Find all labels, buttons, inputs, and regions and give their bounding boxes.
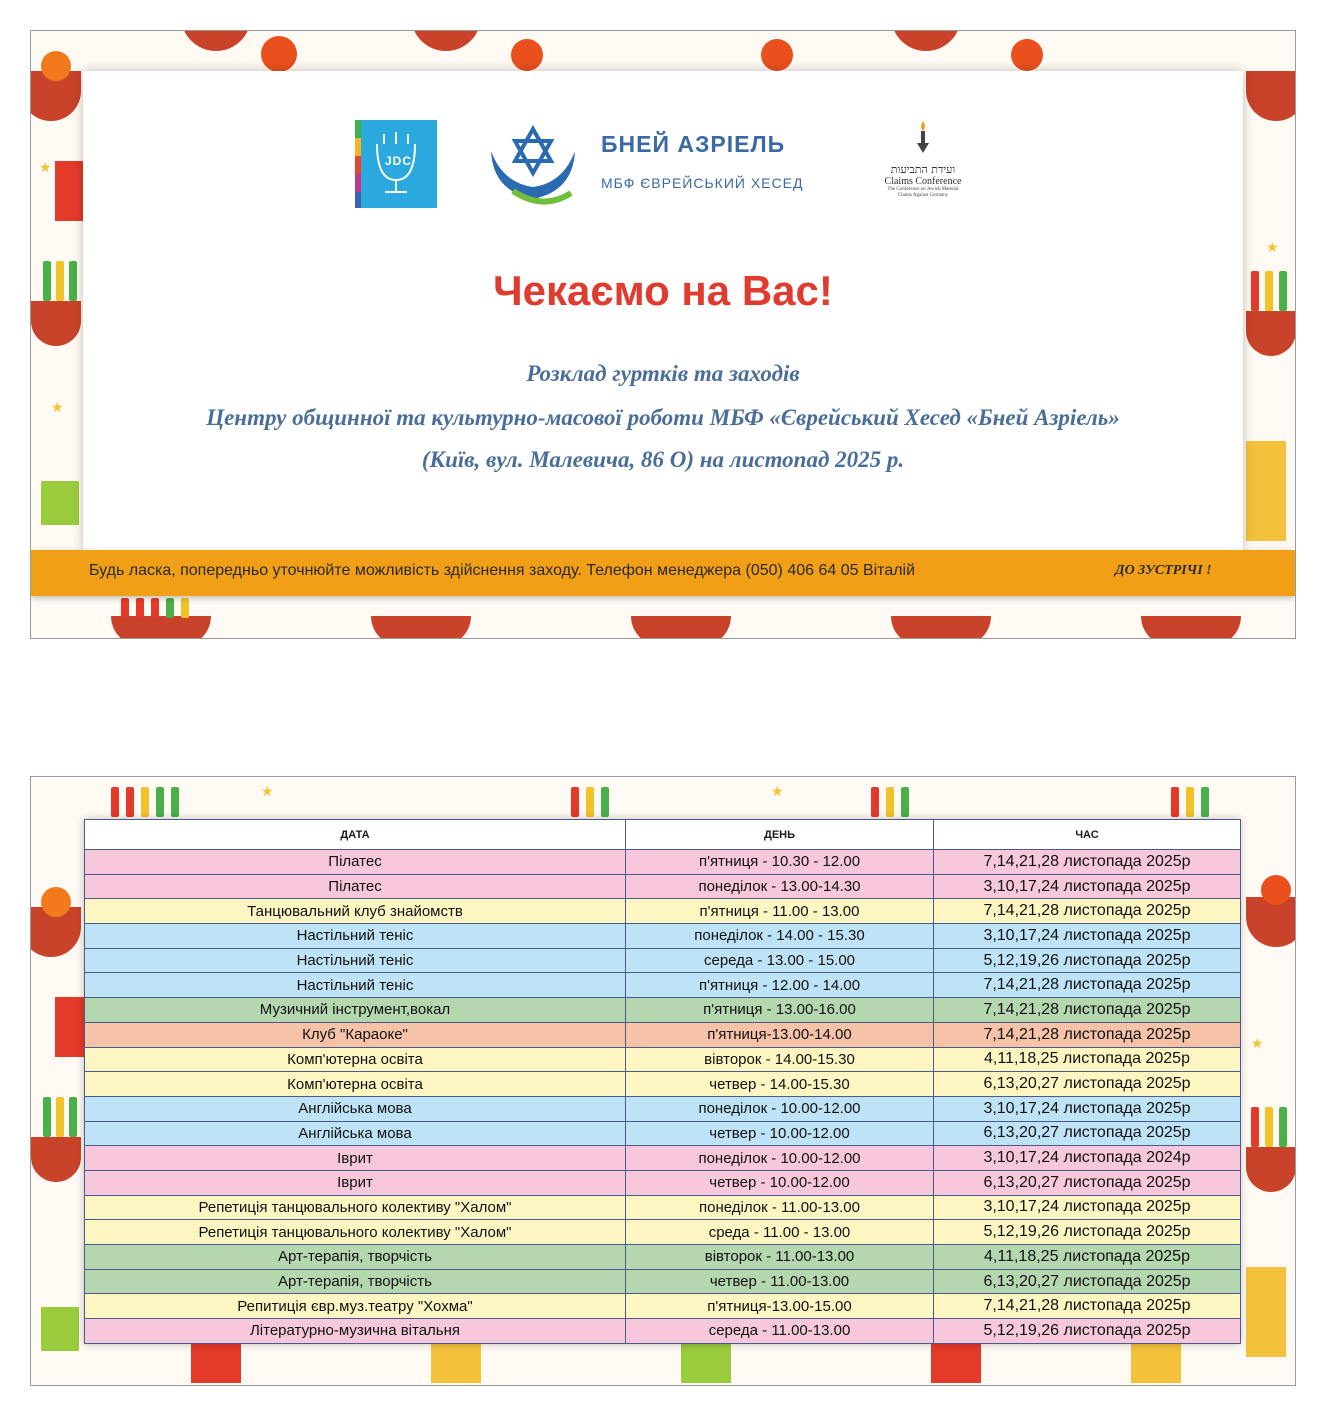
- cell-dates: 3,10,17,24 листопада 2025р: [934, 874, 1241, 899]
- cell-dates: 5,12,19,26 листопада 2025р: [934, 948, 1241, 973]
- cell-day: четвер - 10.00-12.00: [626, 1170, 934, 1195]
- cell-activity: Англійська мова: [85, 1096, 626, 1121]
- cell-dates: 7,14,21,28 листопада 2025р: [934, 998, 1241, 1023]
- cell-day: середа - 11.00-13.00: [626, 1319, 934, 1344]
- cell-day: середа - 13.00 - 15.00: [626, 948, 934, 973]
- cell-activity: Пілатес: [85, 874, 626, 899]
- cell-activity: Репитиція євр.муз.театру "Хохма": [85, 1294, 626, 1319]
- cell-day: п'ятниця - 11.00 - 13.00: [626, 899, 934, 924]
- bney-azriel-title: БНЕЙ АЗРІЕЛЬ: [601, 131, 786, 157]
- subtitle-line-2: Центру общинної та культурно-масової роботи МБФ «Єврейський Хесед «Бней Азріель»: [206, 405, 1120, 430]
- cell-activity: Комп'ютерна освіта: [85, 1072, 626, 1097]
- cell-activity: Англійська мова: [85, 1121, 626, 1146]
- table-row: [85, 1096, 1241, 1121]
- cell-activity: Комп'ютерна освіта: [85, 1047, 626, 1072]
- header-panel: [83, 71, 1243, 551]
- cell-dates: 7,14,21,28 листопада 2025р: [934, 850, 1241, 875]
- contact-text: Будь ласка, попередньо уточнюйте можливість здійснення заходу. Телефон менеджера (050) 406 64 05 Віталій: [89, 562, 916, 579]
- cell-day: п'ятниця - 10.30 - 12.00: [626, 850, 934, 875]
- cell-activity: Репетиція танцювального колективу "Халом": [85, 1220, 626, 1245]
- table-row: [85, 1146, 1241, 1171]
- table-row: [85, 1294, 1241, 1319]
- cell-dates: 7,14,21,28 листопада 2025р: [934, 1022, 1241, 1047]
- cell-day: четвер - 11.00-13.00: [626, 1269, 934, 1294]
- cell-activity: Клуб "Караоке": [85, 1022, 626, 1047]
- cell-day: вівторок - 11.00-13.00: [626, 1245, 934, 1270]
- claims-hebrew-text: ועידת התביעות: [890, 163, 956, 176]
- cell-dates: 6,13,20,27 листопада 2025р: [934, 1170, 1241, 1195]
- schedule-body: [85, 850, 1241, 1344]
- cell-dates: 5,12,19,26 листопада 2025р: [934, 1220, 1241, 1245]
- table-row: [85, 1220, 1241, 1245]
- table-row: [85, 899, 1241, 924]
- table-row: [85, 1269, 1241, 1294]
- candle-icon: [916, 121, 930, 157]
- jdc-logo: [355, 120, 437, 208]
- claims-small-2: Claims Against Germany: [897, 193, 949, 198]
- jdc-text: JDC: [385, 154, 413, 168]
- table-row: [85, 998, 1241, 1023]
- table-row: [85, 850, 1241, 875]
- cell-activity: Арт-терапія, творчість: [85, 1269, 626, 1294]
- cell-day: понеділок - 10.00-12.00: [626, 1096, 934, 1121]
- cell-day: понеділок - 14.00 - 15.30: [626, 924, 934, 949]
- subtitle-line-3: (Київ, вул. Малевича, 86 О) на листопад 2025 р.: [421, 447, 905, 472]
- cell-dates: 3,10,17,24 листопада 2025р: [934, 924, 1241, 949]
- cell-dates: 6,13,20,27 листопада 2025р: [934, 1269, 1241, 1294]
- table-row: [85, 973, 1241, 998]
- table-row: [85, 924, 1241, 949]
- table-row: [85, 1047, 1241, 1072]
- cell-activity: Музичний інструмент,вокал: [85, 998, 626, 1023]
- cell-day: понеділок - 11.00-13.00: [626, 1195, 934, 1220]
- table-header-row: [85, 820, 1241, 850]
- cell-day: п'ятниця-13.00-14.00: [626, 1022, 934, 1047]
- cell-dates: 7,14,21,28 листопада 2025р: [934, 1294, 1241, 1319]
- cell-day: п'ятниця - 12.00 - 14.00: [626, 973, 934, 998]
- table-row: [85, 1022, 1241, 1047]
- cell-dates: 3,10,17,24 листопада 2025р: [934, 1195, 1241, 1220]
- schedule-table: [84, 819, 1240, 1344]
- bney-azriel-subtitle: МБФ ЄВРЕЙСЬКИЙ ХЕСЕД: [601, 175, 804, 191]
- contact-bar: [31, 550, 1295, 596]
- header-day: ДЕНЬ: [626, 820, 934, 850]
- header-date: ДАТА: [85, 820, 626, 850]
- see-you-text: ДО ЗУСТРІЧІ !: [1115, 563, 1212, 578]
- claims-conference-logo: [873, 121, 973, 211]
- cell-dates: 3,10,17,24 листопада 2024р: [934, 1146, 1241, 1171]
- table-row: [85, 1121, 1241, 1146]
- claims-name: Claims Conference: [884, 176, 962, 187]
- cell-dates: 6,13,20,27 листопада 2025р: [934, 1072, 1241, 1097]
- cell-dates: 4,11,18,25 листопада 2025р: [934, 1047, 1241, 1072]
- cell-day: п'ятниця-13.00-15.00: [626, 1294, 934, 1319]
- cell-day: четвер - 10.00-12.00: [626, 1121, 934, 1146]
- table-row: [85, 1072, 1241, 1097]
- claims-small-1: The Conference on Jewish Material: [887, 187, 959, 192]
- cell-activity: Арт-терапія, творчість: [85, 1245, 626, 1270]
- cell-dates: 4,11,18,25 листопада 2025р: [934, 1245, 1241, 1270]
- table-row: [85, 1195, 1241, 1220]
- cell-activity: Настільний теніс: [85, 948, 626, 973]
- cell-day: среда - 11.00 - 13.00: [626, 1220, 934, 1245]
- cell-activity: Літературно-музична вітальня: [85, 1319, 626, 1344]
- table-row: [85, 1170, 1241, 1195]
- cell-activity: Іврит: [85, 1146, 626, 1171]
- cell-day: п'ятниця - 13.00-16.00: [626, 998, 934, 1023]
- cell-activity: Настільний теніс: [85, 924, 626, 949]
- cell-dates: 5,12,19,26 листопада 2025р: [934, 1319, 1241, 1344]
- cell-activity: Репетиція танцювального колективу "Халом": [85, 1195, 626, 1220]
- star-of-david-icon: [483, 121, 583, 207]
- cell-dates: 6,13,20,27 листопада 2025р: [934, 1121, 1241, 1146]
- schedule-card: ★ ★ ★ ДАТА ДЕНЬ ЧАС Пілатес п'ятниця - 10.30 - 12.00 7,14,21,28 листопада 2025р Пілатес понеділок - 13.00-14.30 3,10,17,24 листопада 2025р Танцювальний клуб знайомств п'ятниця - 11.00 - 13.00 7,14,21,28 листопада 2025р Настільний теніс понеділок - 14.00 - 15.30 3,10,17,24 листопада 2025р Настільний теніс середа - 13.00 - 15.00 5,12,19,26 листопада 2025р Настільний теніс п'ятниця - 12.00 - 14.00 7,14,21,28 листопада 2025р Музичний інструмент,вокал п'ятниця - 13.00-16.00 7,14,21,28 листопада 2025р Клуб "Караоке" п'ятниця-13.00-14.00 7,14,21,28 листопада 2025р Комп'ютерна освіта вівторок - 14.00-15.30 4,11,18,25 листопада 2025р Комп'ютерна освіта четвер - 14.00-15.30 6,13,20,27 листопада 2025р Англійська мова понеділок - 10.00-12.00 3,10,17,24 листопада 2025р Англійська мова четвер - 10.00-12.00 6,13,20,27 листопада 2025р Іврит понеділок - 10.00-12.00 3,10,17,24 листопада 2024р Іврит четвер - 10.00-12.00 6,13,20,27 листопада 2025р Репетиція танцювального колективу "Халом" понеділок - 11.00-13.00 3,10,17,24 листопада 2025р Репетиція танцювального колективу "Халом" среда - 11.00 - 13.00 5,12,19,26 листопада 2025р Арт-терапія, творчість вівторок - 11.00-13.00 4,11,18,25 листопада 2025р Арт-терапія, творчість четвер - 11.00-13.00 6,13,20,27 листопада 2025р Репитиція євр.муз.театру "Хохма" п'ятниця-13.00-15.00 7,14,21,28 листопада 2025р Літературно-музична вітальня середа - 11.00-13.00 5,12,19,26 листопада 2025р: [30, 776, 1296, 1386]
- cell-dates: 7,14,21,28 листопада 2025р: [934, 973, 1241, 998]
- subtitle-line-1: Розклад гуртків та заходів: [526, 361, 800, 386]
- cell-activity: Настільний теніс: [85, 973, 626, 998]
- headline: Чекаємо на Вас!: [493, 267, 833, 314]
- header-time: ЧАС: [934, 820, 1241, 850]
- table-row: [85, 874, 1241, 899]
- cell-activity: Іврит: [85, 1170, 626, 1195]
- table-row: [85, 948, 1241, 973]
- cell-day: вівторок - 14.00-15.30: [626, 1047, 934, 1072]
- announcement-card: ★ ★ ★ JDC БНЕЙ АЗРІЕЛЬ МБФ ЄВРЕЙСЬКИЙ ХЕСЕД ועידת התביעות Claims Conference The Conference on Jewish Material Claims Against Germany Чекаємо на Вас! Розклад гуртків та заходів Центру общинної та культурно-масової роботи МБФ «Єврейський Хесед «Бней Азріель» (Київ, вул. Малевича, 86 О) на листопад 2025 р. Будь ласка, попередньо уточнюйте можливість здійснення заходу. Телефон менеджера (050) 406 64 05 Віталій ДО ЗУСТРІЧІ !: [30, 30, 1296, 639]
- cell-day: понеділок - 10.00-12.00: [626, 1146, 934, 1171]
- table-row: [85, 1245, 1241, 1270]
- cell-day: четвер - 14.00-15.30: [626, 1072, 934, 1097]
- cell-activity: Танцювальний клуб знайомств: [85, 899, 626, 924]
- cell-activity: Пілатес: [85, 850, 626, 875]
- cell-dates: 7,14,21,28 листопада 2025р: [934, 899, 1241, 924]
- cell-dates: 3,10,17,24 листопада 2025р: [934, 1096, 1241, 1121]
- cell-day: понеділок - 13.00-14.30: [626, 874, 934, 899]
- table-row: [85, 1319, 1241, 1344]
